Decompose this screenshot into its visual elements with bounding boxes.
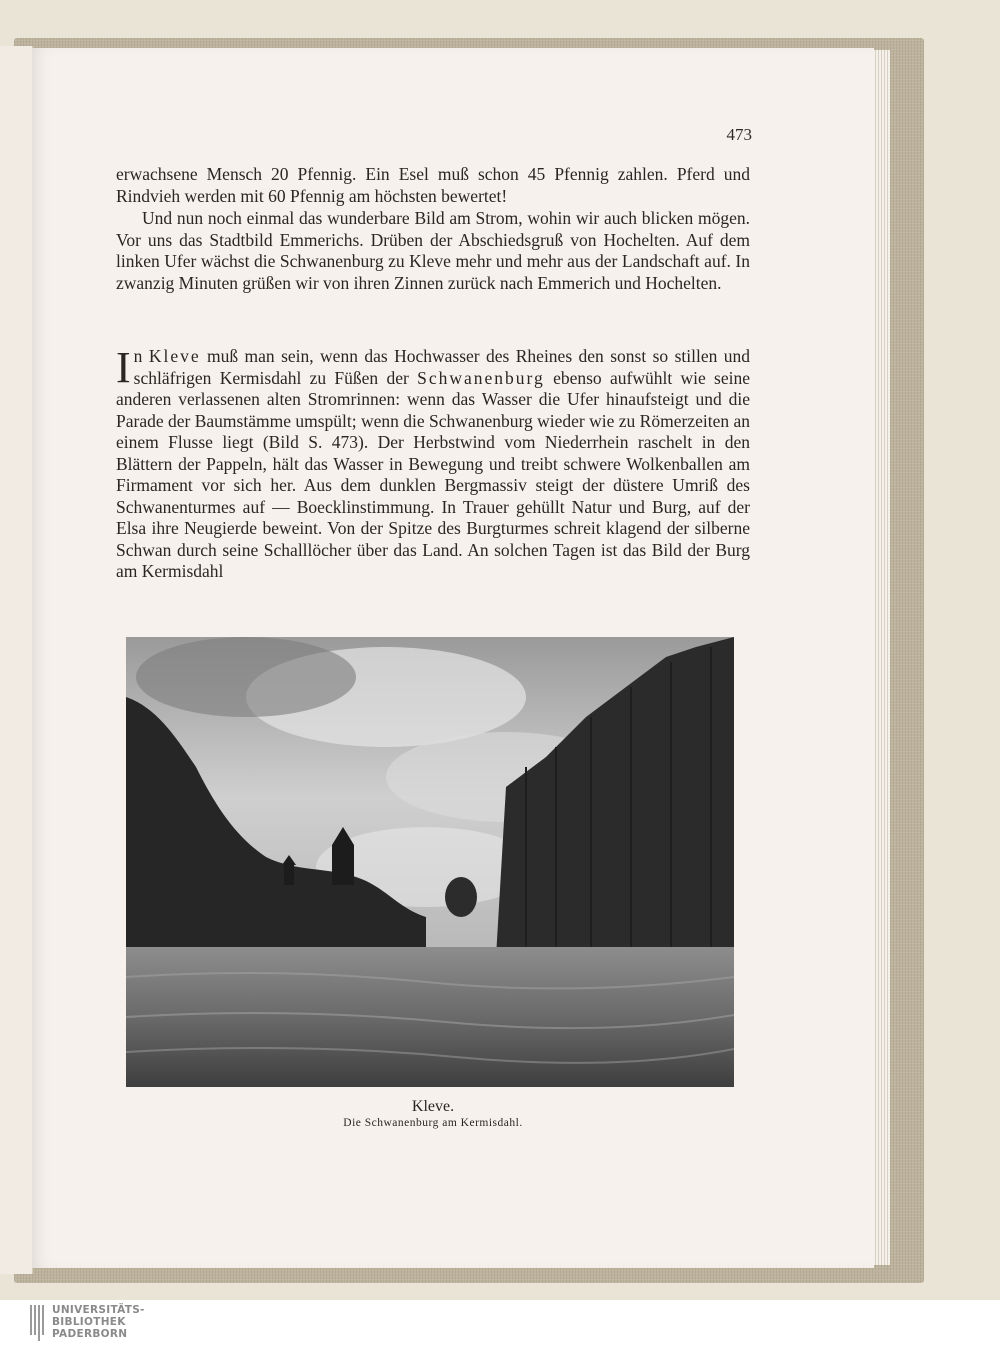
- paragraph-2: Und nun noch einmal das wunderbare Bild am Strom, wohin wir auch blicken mögen. Vor uns das Stadtbild Emmerichs. Drüben der Abschiedsgruß von Hochelten. Auf dem linken Ufer wächst die Schwanenburg zu Kleve mehr und mehr aus der Landschaft auf. In zwanzig Minuten grüßen wir von ihren Zinnen zurück nach Emmerich und Hochelten.: [116, 208, 750, 293]
- emphasis-schwanenburg: Schwanenburg: [417, 367, 545, 388]
- logo-line-3: PADERBORN: [52, 1328, 128, 1340]
- logo-line-1: UNIVERSITÄTS-: [52, 1304, 145, 1316]
- paragraph-3-part-3: ebenso aufwühlt wie seine anderen verlassenen alten Stromrinnen: wenn das Wasser die Ufer hinaufsteigt und die Parade der Baumstämme umspült; wenn die Schwanenburg wieder wie zu Römerzeiten an einem Flusse liegt (Bild S. 473). Der Herbstwind vom Niederrhein raschelt in den Blättern der Pappeln, hält das Wasser in Bewegung und treibt schwere Wolkenballen am Firmament vor sich her. Aus dem dunklen Bergmassiv steigt der düstere Umriß des Schwanenturmes auf — Boecklinstimmung. In Trauer gehüllt Natur und Burg, auf der Elsa ihre Neugierde beweint. Von der Spitze des Burgturmes schreit klagend der silberne Schwan durch seine Schalllöcher über das Land. An solchen Tagen ist das Bild der Burg am Kermisdahl: [116, 367, 750, 581]
- library-logo-icon: [30, 1305, 48, 1349]
- logo-line-2: BIBLIOTHEK: [52, 1316, 126, 1328]
- castle-photo-graphic: [126, 637, 734, 1087]
- caption-subtitle: Die Schwanenburg am Kermisdahl.: [343, 1117, 523, 1129]
- emphasis-kleve: Kleve: [148, 346, 201, 366]
- left-page-edge: [0, 46, 33, 1274]
- library-logo-text: [52, 1304, 145, 1340]
- drop-cap: I: [116, 343, 131, 392]
- paragraph-1: erwachsene Mensch 20 Pfennig. Ein Esel muß schon 45 Pfennig zahlen. Pferd und Rindvieh werden mit 60 Pfennig am höchsten bewertet!: [116, 164, 750, 206]
- paragraph-3-part-1: n: [133, 346, 149, 366]
- castle-photo: [126, 637, 734, 1087]
- paragraph-3-part-2: muß man sein, wenn das Hochwasser des Rheines den sonst so stillen und schläfrigen Kermisdahl zu Füßen der: [133, 346, 750, 388]
- paragraph-3: [116, 343, 750, 583]
- page-number: 473: [726, 125, 752, 144]
- caption-title: Kleve.: [411, 1098, 455, 1115]
- footer-bar: [0, 1300, 1000, 1354]
